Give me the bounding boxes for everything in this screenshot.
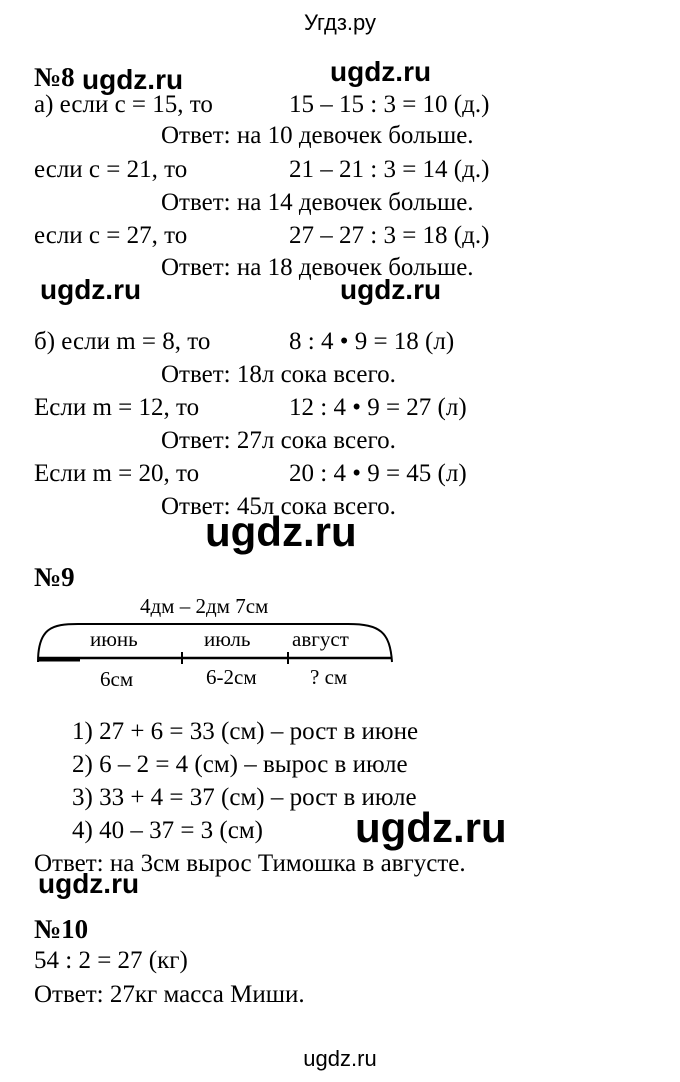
page-header: Угдз.ру	[303, 10, 377, 35]
task8-line-left: если с = 21, то	[34, 156, 188, 183]
watermark: ugdz.ru	[330, 56, 432, 87]
task8-line-left: если с = 27, то	[34, 222, 188, 249]
task8-answer: Ответ: на 18 девочек больше.	[161, 254, 474, 281]
task9-number: №9	[34, 562, 75, 592]
task10-number: №10	[34, 914, 89, 944]
task8-number: №8	[34, 62, 75, 92]
watermark: ugdz.ru	[38, 868, 140, 899]
task9-answer: Ответ: на 3см вырос Тимошка в августе.	[34, 850, 466, 877]
watermark: ugdz.ru	[40, 274, 142, 305]
watermark: ugdz.ru	[340, 274, 442, 305]
task8-answer: Ответ: 18л сока всего.	[161, 361, 396, 388]
task9-step: 4) 40 – 37 = 3 (см)	[72, 817, 263, 844]
august-label: август	[292, 627, 349, 651]
july-growth-label: 6-2см	[206, 665, 257, 689]
august-growth-label: ? см	[310, 665, 348, 689]
watermark: ugdz.ru	[205, 508, 357, 555]
task8-answer: Ответ: 27л сока всего.	[161, 427, 396, 454]
task9-step: 1) 27 + 6 = 33 (см) – рост в июне	[72, 718, 419, 745]
task8-line-right: 8 : 4 • 9 = 18 (л)	[289, 328, 455, 355]
task8-line-right: 15 – 15 : 3 = 10 (д.)	[289, 91, 490, 118]
task10-line: 54 : 2 = 27 (кг)	[34, 947, 188, 974]
june-label: июнь	[90, 627, 138, 651]
task8-line-left: а) если с = 15, то	[34, 91, 213, 118]
task8-line-left: Если m = 12, то	[34, 394, 200, 421]
june-growth-label: 6см	[100, 667, 134, 691]
total-length-label: 4дм – 2дм 7см	[140, 594, 269, 618]
task8-line-right: 12 : 4 • 9 = 27 (л)	[289, 394, 467, 421]
task8-answer: Ответ: 45л сока всего.	[161, 493, 396, 520]
task8-answer: Ответ: на 14 девочек больше.	[161, 189, 474, 216]
task8-line-right: 20 : 4 • 9 = 45 (л)	[289, 460, 467, 487]
july-label: июль	[204, 627, 251, 651]
watermark: ugdz.ru	[355, 804, 507, 851]
task10-answer: Ответ: 27кг масса Миши.	[34, 981, 305, 1008]
task8-line-left: б) если m = 8, то	[34, 328, 211, 355]
watermark: ugdz.ru	[82, 64, 184, 95]
task9-step: 3) 33 + 4 = 37 (см) – рост в июле	[72, 784, 417, 811]
task8-line-right: 21 – 21 : 3 = 14 (д.)	[289, 156, 490, 183]
segment-diagram	[30, 590, 400, 700]
task8-line-left: Если m = 20, то	[34, 460, 200, 487]
task8-answer: Ответ: на 10 девочек больше.	[161, 122, 474, 149]
task9-step: 2) 6 – 2 = 4 (см) – вырос в июле	[72, 751, 408, 778]
page-footer: ugdz.ru	[303, 1046, 377, 1071]
task8-line-right: 27 – 27 : 3 = 18 (д.)	[289, 222, 490, 249]
